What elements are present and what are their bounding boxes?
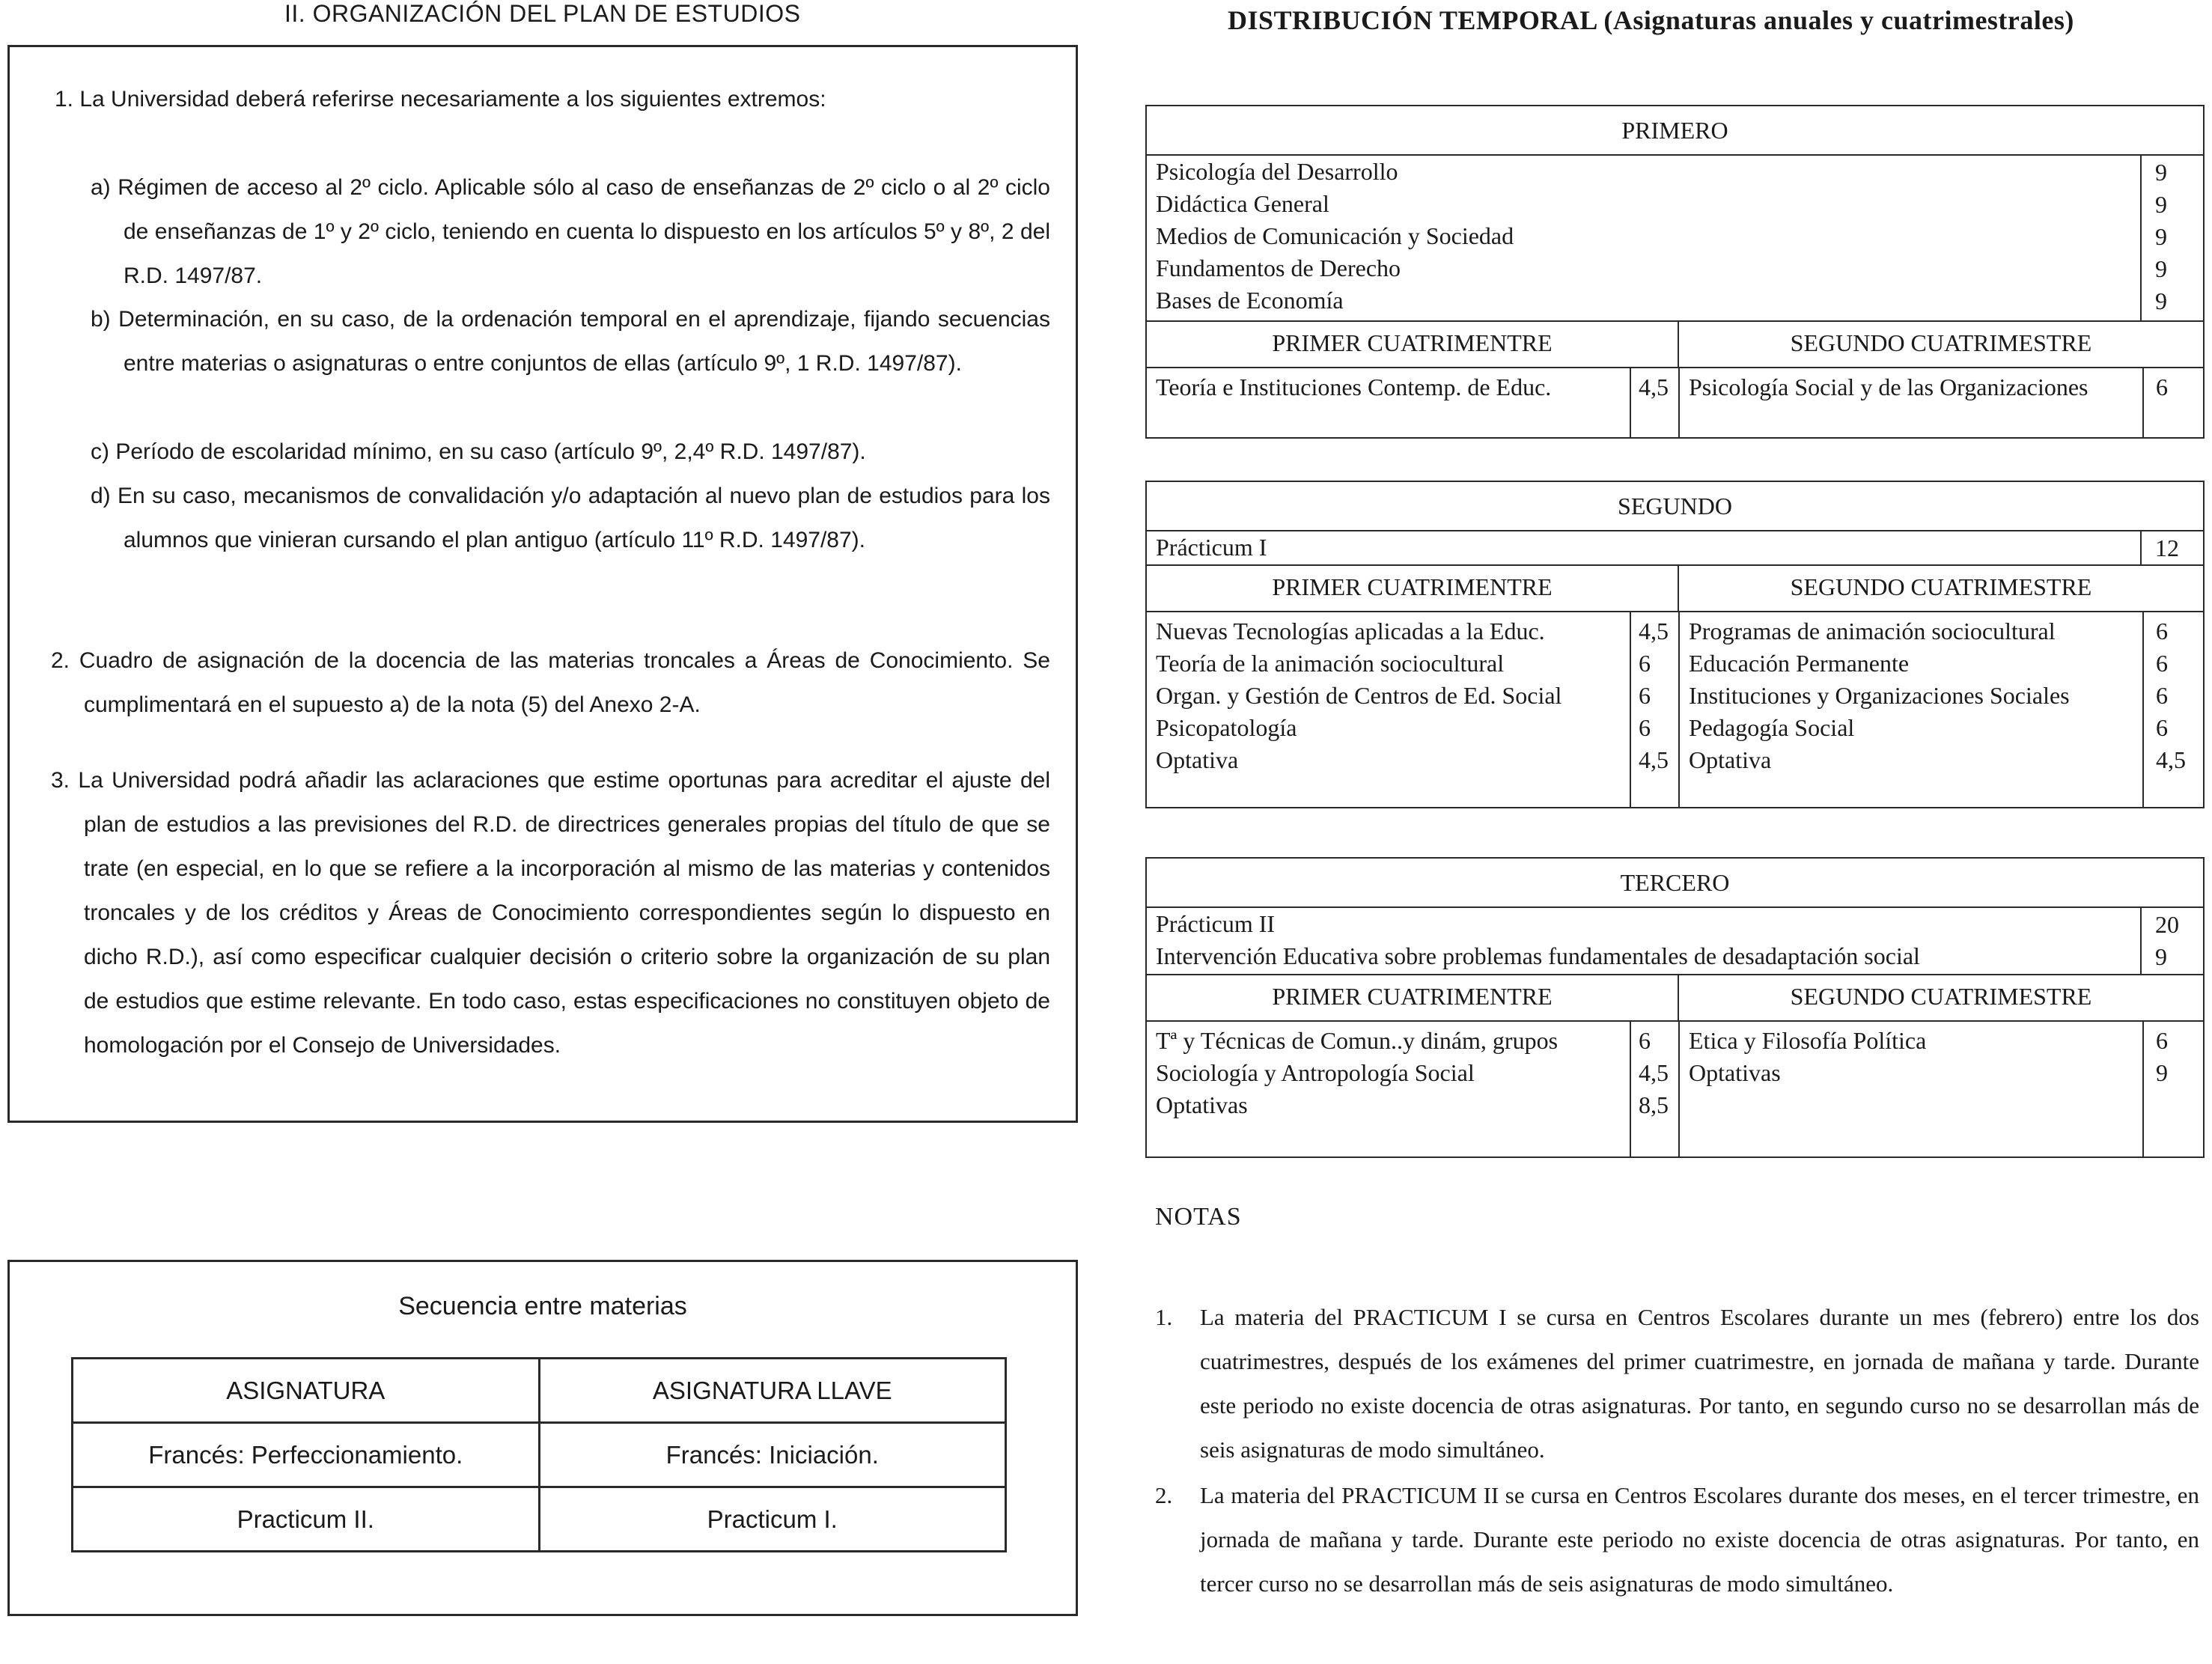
table-cell: Francés: Perfeccionamiento. bbox=[73, 1423, 540, 1487]
subject-credits: 20 bbox=[2155, 911, 2179, 938]
item-1a: a) Régimen de acceso al 2º ciclo. Aplicable sólo al caso de enseñanzas de 2º ciclo o al 2º ciclo de enseñanzas de 1º y 2º ciclo, teniendo en cuenta lo dispuesto en los artículos 5º y 8º, 2 del R.D. 1497/87. bbox=[91, 175, 1050, 288]
sem2-header: SEGUNDO CUATRIMESTRE bbox=[1678, 322, 2203, 367]
annual-subjects bbox=[1147, 156, 2203, 322]
subject-credits: 9 bbox=[2155, 943, 2167, 970]
sem1-credits bbox=[1630, 368, 1678, 437]
note-text: La materia del PRACTICUM I se cursa en Centros Escolares durante un mes (febrero) entre los dos cuatrimestres, después de los exámenes del primer cuatrimestre, en jornada de mañana y tarde. Durante este periodo no existe docencia de otras asignaturas. Por tanto, en segundo curso no se desarrollan más de seis asignaturas de modo simultáneo. bbox=[1200, 1304, 2199, 1463]
table-row bbox=[73, 1423, 1006, 1487]
subject-name: Fundamentos de Derecho bbox=[1156, 255, 1401, 281]
semester-body bbox=[1147, 1022, 2203, 1156]
subject-credits: 9 bbox=[2155, 191, 2167, 218]
subject-name: Psicología del Desarrollo bbox=[1156, 158, 1398, 185]
subject-credits: 4,5 bbox=[1639, 618, 1669, 644]
subject-credits: 6 bbox=[2156, 1027, 2168, 1054]
subject-credits: 6 bbox=[2156, 682, 2168, 709]
subject-name: Tª y Técnicas de Comun..y dinám, grupos bbox=[1156, 1027, 1559, 1054]
subject-name: Optativa bbox=[1156, 746, 1239, 773]
table-cell: Francés: Iniciación. bbox=[539, 1423, 1006, 1487]
sem2-names bbox=[1678, 368, 2142, 437]
subject-name: Medios de Comunicación y Sociedad bbox=[1156, 222, 1514, 249]
note-item bbox=[1155, 1473, 2199, 1606]
sem1-header: PRIMER CUATRIMENTRE bbox=[1272, 329, 1553, 356]
subject-name: Optativas bbox=[1689, 1059, 1781, 1086]
sem1-credits bbox=[1630, 1022, 1678, 1156]
subject-name: Intervención Educativa sobre problemas fundamentales de desadaptación social bbox=[1156, 942, 1920, 969]
sem2-credits bbox=[2142, 1022, 2203, 1156]
annual-subjects bbox=[1147, 531, 2203, 566]
section-title-organizacion: II. ORGANIZACIÓN DEL PLAN DE ESTUDIOS bbox=[284, 0, 801, 27]
subject-credits: 6 bbox=[1639, 650, 1651, 677]
subject-name: Prácticum II bbox=[1156, 910, 1276, 937]
course-title: PRIMERO bbox=[1147, 106, 2203, 156]
table-row bbox=[73, 1487, 1006, 1552]
sem2-credits bbox=[2142, 368, 2203, 437]
subject-credits: 4,5 bbox=[1639, 746, 1669, 773]
subject-credits: 12 bbox=[2155, 534, 2179, 561]
subject-credits: 9 bbox=[2156, 1059, 2168, 1086]
table-cell: Practicum II. bbox=[73, 1487, 540, 1552]
semester-body bbox=[1147, 612, 2203, 807]
subject-credits: 9 bbox=[2155, 223, 2167, 250]
notes-title: NOTAS bbox=[1155, 1203, 1242, 1231]
subject-credits: 6 bbox=[2156, 618, 2168, 644]
course-title: TERCERO bbox=[1147, 859, 2203, 908]
subject-credits: 6 bbox=[1639, 714, 1651, 741]
subject-name: Etica y Filosofía Política bbox=[1689, 1027, 1927, 1054]
sem2-header: SEGUNDO CUATRIMESTRE bbox=[1678, 566, 2203, 611]
item-2: 2. Cuadro de asignación de la docencia de las materias troncales a Áreas de Conocimiento. Se cumplimentará en el supuesto a) de la nota (5) del Anexo 2-A. bbox=[51, 648, 1050, 717]
subject-name: Optativas bbox=[1156, 1091, 1248, 1118]
subject-name: Organ. y Gestión de Centros de Ed. Social bbox=[1156, 682, 1562, 709]
subject-credits: 4,5 bbox=[1639, 1059, 1669, 1086]
note-item bbox=[1155, 1295, 2199, 1472]
subject-name: Prácticum I bbox=[1156, 534, 1267, 561]
subject-credits: 6 bbox=[1639, 682, 1651, 709]
semester-header bbox=[1147, 322, 2203, 368]
subject-credits: 4,5 bbox=[2156, 746, 2186, 773]
section-title-distribucion: DISTRIBUCIÓN TEMPORAL (Asignaturas anuales y cuatrimestrales) bbox=[1228, 5, 2074, 35]
sem1-names bbox=[1147, 368, 1630, 437]
item-1c: c) Período de escolaridad mínimo, en su caso (artículo 9º, 2,4º R.D. 1497/87). bbox=[91, 439, 866, 464]
item-1b: b) Determinación, en su caso, de la ordenación temporal en el aprendizaje, fijando secuencias entre materias o asignaturas o entre conjuntos de ellas (artículo 9º, 1 R.D. 1497/87). bbox=[91, 307, 1050, 376]
subject-name: Didáctica General bbox=[1156, 190, 1329, 217]
header-asignatura: ASIGNATURA bbox=[73, 1359, 540, 1423]
header-asignatura-llave: ASIGNATURA LLAVE bbox=[539, 1359, 1006, 1423]
course-tercero bbox=[1145, 857, 2205, 1158]
subject-name: Nuevas Tecnologías aplicadas a la Educ. bbox=[1156, 618, 1545, 644]
note-text: La materia del PRACTICUM II se cursa en Centros Escolares durante dos meses, en el tercer trimestre, en jornada de mañana y tarde. Durante este periodo no existe docencia de otras asignaturas. Por tanto, en tercer curso no se desarrollan más de seis asignaturas de modo simultáneo. bbox=[1200, 1482, 2199, 1597]
item-1: 1. La Universidad deberá referirse necesariamente a los siguientes extremos: bbox=[55, 87, 826, 112]
sem1-header: PRIMER CUATRIMENTRE bbox=[1272, 573, 1553, 600]
organizacion-box bbox=[7, 45, 1078, 1123]
subject-credits: 9 bbox=[2155, 255, 2167, 282]
subject-name: Programas de animación sociocultural bbox=[1689, 618, 2056, 644]
sem2-header: SEGUNDO CUATRIMESTRE bbox=[1678, 975, 2203, 1020]
sem1-names bbox=[1147, 612, 1630, 807]
subject-credits: 8,5 bbox=[1639, 1091, 1669, 1118]
subject-name: Educación Permanente bbox=[1689, 650, 1910, 677]
table-cell: Practicum I. bbox=[539, 1487, 1006, 1552]
secuencia-table bbox=[71, 1357, 1007, 1552]
sem1-names bbox=[1147, 1022, 1630, 1156]
annual-subjects bbox=[1147, 908, 2203, 975]
item-3: 3. La Universidad podrá añadir las aclaraciones que estime oportunas para acreditar el ajuste del plan de estudios a las previsiones del R.D. de directrices generales propias del título de que se trate (en especial, en lo que se refiere a la incorporación al mismo de las materias y contenidos troncales y de los créditos y Áreas de Conocimiento correspondientes según lo dispuesto en dicho R.D.), así como especificar cualquier decisión o criterio sobre la organización de su plan de estudios que estime relevante. En todo caso, estas especificaciones no constituyen objeto de homologación por el Consejo de Universidades. bbox=[51, 768, 1050, 1058]
subject-name: Psicopatología bbox=[1156, 714, 1297, 741]
course-segundo bbox=[1145, 481, 2205, 808]
subject-credits: 6 bbox=[2156, 714, 2168, 741]
subject-name: Optativa bbox=[1689, 746, 1772, 773]
note-number: 1. bbox=[1155, 1304, 1173, 1330]
sem2-credits bbox=[2142, 612, 2203, 807]
subject-credits: 6 bbox=[2156, 650, 2168, 677]
subject-name: Teoría de la animación sociocultural bbox=[1156, 650, 1505, 677]
subject-name: Pedagogía Social bbox=[1689, 714, 1855, 741]
subject-credits: 4,5 bbox=[1639, 374, 1669, 400]
table-header-row bbox=[73, 1359, 1006, 1423]
sem2-names bbox=[1678, 612, 2142, 807]
course-primero bbox=[1145, 105, 2205, 439]
item-1d: d) En su caso, mecanismos de convalidación y/o adaptación al nuevo plan de estudios para los alumnos que vinieran cursando el plan antiguo (artículo 11º R.D. 1497/87). bbox=[91, 484, 1050, 552]
sem1-credits bbox=[1630, 612, 1678, 807]
subject-credits: 9 bbox=[2155, 287, 2167, 314]
semester-header bbox=[1147, 566, 2203, 612]
subject-name: Bases de Economía bbox=[1156, 287, 1344, 314]
subject-credits: 6 bbox=[1639, 1027, 1651, 1054]
subject-name: Instituciones y Organizaciones Sociales bbox=[1689, 682, 2070, 709]
notes-list bbox=[1155, 1295, 2199, 1606]
subject-credits: 9 bbox=[2155, 159, 2167, 186]
note-number: 2. bbox=[1155, 1482, 1173, 1508]
semester-body bbox=[1147, 368, 2203, 437]
secuencia-title: Secuencia entre materias bbox=[398, 1292, 687, 1320]
subject-credits: 6 bbox=[2156, 374, 2168, 400]
subject-name: Teoría e Instituciones Contemp. de Educ. bbox=[1156, 374, 1552, 400]
semester-header bbox=[1147, 975, 2203, 1022]
secuencia-box bbox=[7, 1260, 1078, 1616]
subject-name: Psicología Social y de las Organizaciones bbox=[1689, 374, 2088, 400]
sem1-header: PRIMER CUATRIMENTRE bbox=[1272, 983, 1553, 1010]
subject-name: Sociología y Antropología Social bbox=[1156, 1059, 1475, 1086]
sem2-names bbox=[1678, 1022, 2142, 1156]
course-title: SEGUNDO bbox=[1147, 482, 2203, 531]
